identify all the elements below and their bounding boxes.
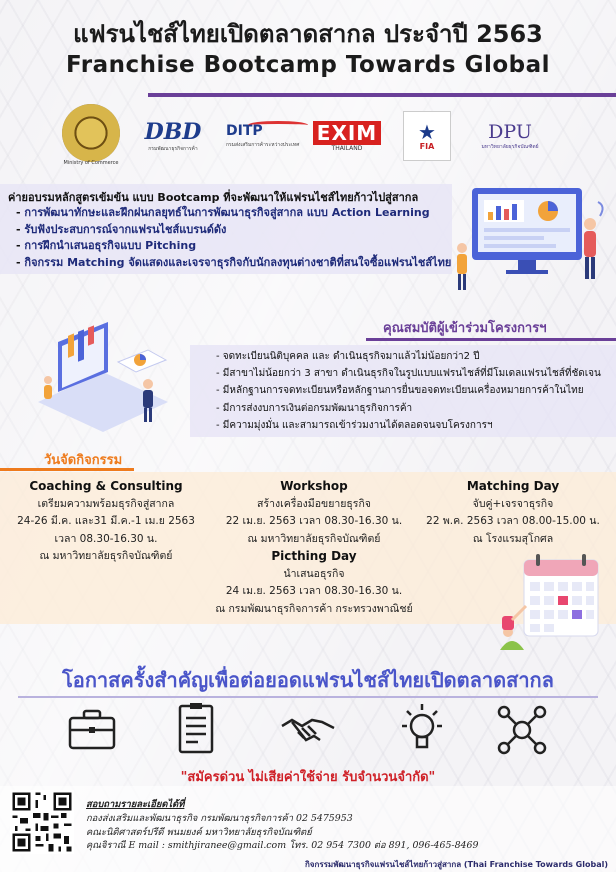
contact-info xyxy=(86,798,478,853)
coaching-time: เวลา 08.30-16.30 น. xyxy=(54,532,158,545)
contact-line-dpu: คณะนิติศาสตร์ปรีดี พนมยงค์ มหาวิทยาลัยธุรกิจบัณฑิตย์ xyxy=(86,826,312,838)
bootcamp-intro-panel xyxy=(0,184,452,274)
qr-code-icon[interactable] xyxy=(10,790,74,854)
matching-title: Matching Day xyxy=(466,479,560,493)
lightbulb-icon xyxy=(392,700,452,760)
ditp-logo-subtitle: กรมส่งเสริมการค้าระหว่างประเทศ xyxy=(226,142,300,148)
intro-heading: ค่ายอบรมหลักสูตรเข้มข้น แบบ Bootcamp ที่จะพัฒนาให้แฟรนไชส์ไทยก้าวไปสู่สากล xyxy=(8,191,419,204)
qualifications-underline xyxy=(366,338,616,341)
document-icon xyxy=(166,700,226,760)
list-item: - มีสาขาไม่น้อยกว่า 3 สาขา ดำเนินธุรกิจในรูปแบบแฟรนไชส์ที่มีโมเดลแฟรนไชส์ที่ชัดเจน xyxy=(216,365,601,382)
ditp-logo-text: DITP xyxy=(226,123,263,139)
ministry-of-commerce-seal-logo xyxy=(62,104,120,162)
matching-venue: ณ โรงแรมสุโกศล xyxy=(472,532,554,545)
fia-logo-text: FIA xyxy=(419,141,435,151)
ditp-swoosh-icon xyxy=(248,121,308,129)
ditp-logo xyxy=(226,111,310,161)
list-item: - การฝึกนำเสนอธุรกิจแบบ Pitching xyxy=(16,238,451,255)
exim-logo-text: EXIM xyxy=(313,121,381,145)
dbd-logo-subtitle: กรมพัฒนาธุรกิจการค้า xyxy=(148,146,198,152)
contact-line-dbd: กองส่งเสริมและพัฒนาธุรกิจ กรมพัฒนาธุรกิจการค้า 02 5475953 xyxy=(86,812,353,824)
workshop-schedule xyxy=(200,478,428,618)
schedule-heading: วันจัดกิจกรรม xyxy=(44,453,123,468)
dashboard-illustration-icon xyxy=(452,178,612,293)
exim-logo-subtitle: THAILAND xyxy=(331,144,363,152)
intro-list xyxy=(16,205,451,271)
list-item: - การพัฒนาทักษะและฝึกฝนกลยุทธ์ในการพัฒนาธุรกิจสู่สากล แบบ Action Learning xyxy=(16,205,451,222)
slogan-text: โอกาสครั้งสำคัญเพื่อต่อยอดแฟรนไชส์ไทยเปิดตลาดสากล xyxy=(62,668,554,692)
workshop-date-time: 22 เม.ย. 2563 เวลา 08.30-16.30 น. xyxy=(225,515,403,527)
ministry-caption: Ministry of Commerce xyxy=(63,160,119,166)
title-underline xyxy=(148,93,616,97)
dpu-logo xyxy=(470,111,550,161)
apply-now-banner: "สมัครด่วน ไม่เสียค่าใช้จ่าย รับจำนวนจำกัด" xyxy=(180,770,436,785)
calendar-illustration-icon xyxy=(498,548,614,650)
fia-logo xyxy=(403,111,451,161)
list-item: - มีการส่งงบการเงินต่อกรมพัฒนาธุรกิจการค้า xyxy=(216,400,601,417)
coaching-venue: ณ มหาวิทยาลัยธุรกิจบัณฑิตย์ xyxy=(39,550,173,562)
network-icon xyxy=(492,700,552,760)
qualifications-panel xyxy=(190,345,616,437)
slogan-underline xyxy=(18,696,598,698)
footer-note: กิจกรรมพัฒนาธุรกิจแฟรนไชส์ไทยก้าวสู่สากล (Thai Franchise Towards Global) xyxy=(304,860,608,869)
page-title-thai: แฟรนไชส์ไทยเปิดตลาดสากล ประจำปี 2563 xyxy=(73,20,543,48)
list-item: - จดทะเบียนนิติบุคคล และ ดำเนินธุรกิจมาแล้วไม่น้อยกว่า2 ปี xyxy=(216,348,601,365)
matching-date-time: 22 พ.ค. 2563 เวลา 08.00-15.00 น. xyxy=(426,515,600,527)
coaching-description: เตรียมความพร้อมธุรกิจสู่สากล xyxy=(37,497,175,510)
exim-logo xyxy=(318,111,376,161)
dpu-logo-subtitle: มหาวิทยาลัยธุรกิจบัณฑิตย์ xyxy=(481,144,539,150)
coaching-title: Coaching & Consulting xyxy=(29,479,183,493)
briefcase-icon xyxy=(62,700,122,760)
qualifications-heading: คุณสมบัติผู้เข้าร่วมโครงการฯ xyxy=(383,321,547,336)
pitching-description: นำเสนอธุรกิจ xyxy=(283,567,345,580)
dbd-logo xyxy=(140,111,206,161)
contact-line-person: คุณจิราณี E mail : smithjiranee@gmail.com โทร. 02 954 7300 ต่อ 891, 096-465-8469 xyxy=(86,840,479,852)
dbd-logo-text: DBD xyxy=(144,119,202,145)
analytics-illustration-icon xyxy=(28,322,178,440)
schedule-underline xyxy=(0,468,134,471)
page-title-english: Franchise Bootcamp Towards Global xyxy=(65,52,551,78)
fia-star-icon: ★ xyxy=(418,119,436,144)
list-item: - มีหลักฐานการจดทะเบียนหรือหลักฐานการยื่นขอจดทะเบียนเครื่องหมายการค้าในไทย xyxy=(216,382,601,399)
qualifications-list xyxy=(216,348,601,434)
benefit-icon-row xyxy=(0,700,616,760)
matching-description: จับคู่+เจรจาธุรกิจ xyxy=(472,497,554,510)
contact-heading: สอบถามรายละเอียดได้ที่ xyxy=(86,799,185,810)
list-item: - มีความมุ่งมั่น และสามารถเข้าร่วมงานได้ตลอดจนจบโครงการฯ xyxy=(216,417,601,434)
dpu-logo-text: DPU xyxy=(488,121,532,143)
coaching-schedule xyxy=(4,478,208,566)
pitching-title: Picthing Day xyxy=(271,549,357,563)
workshop-venue: ณ มหาวิทยาลัยธุรกิจบัณฑิตย์ xyxy=(247,532,381,545)
pitching-date-time: 24 เม.ย. 2563 เวลา 08.30-16.30 น. xyxy=(225,585,403,597)
handshake-icon xyxy=(278,700,338,760)
matching-schedule xyxy=(410,478,616,548)
pitching-venue: ณ กรมพัฒนาธุรกิจการค้า กระทรวงพาณิชย์ xyxy=(215,602,413,615)
coaching-dates: 24-26 มี.ค. และ31 มี.ค.-1 เม.ย 2563 xyxy=(17,515,195,527)
workshop-description: สร้างเครื่องมือขยายธุรกิจ xyxy=(257,497,371,510)
workshop-title: Workshop xyxy=(280,479,348,493)
list-item: - กิจกรรม Matching จัดแสดงและเจรจาธุรกิจกับนักลงทุนต่างชาติที่สนใจซื้อแฟรนไชส์ไทย xyxy=(16,255,451,272)
list-item: - รับฟังประสบการณ์จากแฟรนไชส์แบรนด์ดัง xyxy=(16,222,451,239)
